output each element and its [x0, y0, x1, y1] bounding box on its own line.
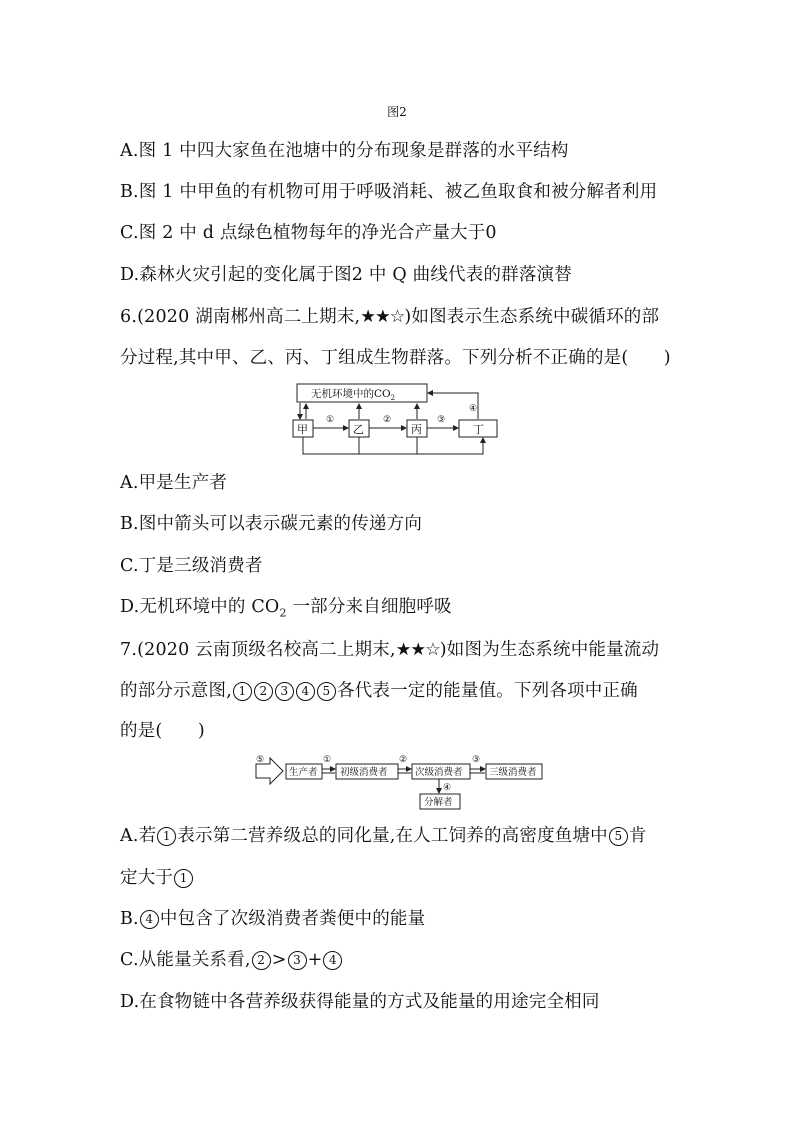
producer-label: 生产者	[289, 767, 318, 778]
circled-number: 1	[233, 682, 252, 701]
text: B.	[120, 909, 139, 929]
q7-stem-text-2: 的部分示意图,	[120, 681, 232, 701]
q7-stem-line2	[120, 679, 638, 703]
q6-option-c: C.丁是三级消费者	[120, 556, 263, 576]
q7-option-d: D.在食物链中各营养级获得能量的方式及能量的用途完全相同	[120, 992, 600, 1012]
q5-option-c: C.图 2 中 d 点绿色植物每年的净光合产量大于0	[120, 223, 497, 243]
circled-number: 5	[317, 682, 336, 701]
text: 定大于	[120, 868, 174, 888]
energy-flow-diagram	[252, 752, 547, 814]
circled-number: 2	[252, 951, 271, 970]
text: C.从能量关系看,	[120, 950, 251, 970]
q7-option-a	[120, 824, 647, 848]
q5-option-b: B.图 1 中甲鱼的有机物可用于呼吸消耗、被乙鱼取食和被分解者利用	[120, 182, 658, 202]
circled-number: 5	[609, 827, 628, 846]
circled-number: 3	[288, 951, 307, 970]
circled-number: 3	[275, 682, 294, 701]
arrow-label-4: ④	[443, 783, 452, 793]
arrow-label-4: ④	[469, 404, 478, 414]
env-co2-label: 无机环境中的$CO_2$	[311, 388, 396, 402]
text: 肯	[628, 826, 647, 846]
difficulty-stars: ★★☆	[395, 640, 440, 660]
q6-option-d	[120, 595, 452, 626]
carbon-cycle-diagram	[285, 378, 510, 460]
arrow-label-3: ③	[437, 415, 446, 425]
arrow-label-2: ②	[383, 415, 392, 425]
q7-stem-line1	[120, 638, 659, 662]
q6-option-a: A.甲是生产者	[120, 473, 228, 493]
q6-option-b: B.图中箭头可以表示碳元素的传递方向	[120, 514, 423, 534]
decomposer-label: 分解者	[424, 797, 453, 808]
difficulty-stars: ★★☆	[360, 307, 405, 327]
q5-option-a: A.图 1 中四大家鱼在池塘中的分布现象是群落的水平结构	[120, 141, 569, 161]
q7-stem-text: )如图为生态系统中能量流动	[439, 640, 660, 660]
circled-number: 4	[296, 682, 315, 701]
text: A.若	[120, 826, 157, 846]
q6-stem-text: )如图表示生态系统中碳循环的部	[404, 307, 660, 327]
q7-option-b	[120, 907, 425, 931]
primary-consumer-label: 初级消费者	[340, 767, 388, 778]
q7-option-a-cont	[120, 866, 194, 890]
arrow-label-3: ③	[472, 755, 481, 765]
q6-stem-line2: 分过程,其中甲、乙、丙、丁组成生物群落。下列分析不正确的是( )	[120, 348, 671, 368]
circled-number: 4	[140, 910, 159, 929]
arrow-label-2: ②	[399, 755, 408, 765]
secondary-consumer-label: 次级消费者	[415, 767, 463, 778]
q5-option-d: D.森林火灾引起的变化属于图2 中 Q 曲线代表的群落演替	[120, 265, 572, 285]
node-jia-label: 甲	[297, 423, 308, 436]
text: 中包含了次级消费者粪便中的能量	[159, 909, 426, 929]
operator: +	[307, 950, 323, 970]
q7-option-c	[120, 948, 343, 972]
input-label: ⑤	[256, 755, 265, 765]
circled-number: 1	[174, 869, 193, 888]
node-bing-label: 丙	[411, 423, 422, 436]
circled-number: 4	[323, 951, 342, 970]
figure-caption: 图2	[387, 105, 407, 119]
text: 表示第二营养级总的同化量,在人工饲养的高密度鱼塘中	[177, 826, 608, 846]
q6-source: 6.(2020 湖南郴州高二上期末,	[120, 307, 361, 327]
q7-stem-line3: 的是( )	[120, 721, 205, 741]
circled-number: 1	[157, 827, 176, 846]
q6-option-d-text: D.无机环境中的 CO	[120, 597, 280, 617]
arrow-label-1: ①	[326, 415, 335, 425]
tertiary-consumer-label: 三级消费者	[489, 767, 537, 778]
q7-stem-text-3: 各代表一定的能量值。下列各项中正确	[336, 681, 638, 701]
subscript: 2	[279, 606, 287, 620]
circled-number: 2	[254, 682, 273, 701]
arrow-label-1: ①	[323, 755, 332, 765]
q6-option-d-text-2: 一部分来自细胞呼吸	[286, 597, 452, 617]
q7-source: 7.(2020 云南顶级名校高二上期末,	[120, 640, 396, 660]
node-ding-label: 丁	[473, 423, 484, 436]
operator: >	[271, 950, 287, 970]
q6-stem-line1	[120, 305, 659, 329]
node-yi-label: 乙	[353, 423, 364, 436]
